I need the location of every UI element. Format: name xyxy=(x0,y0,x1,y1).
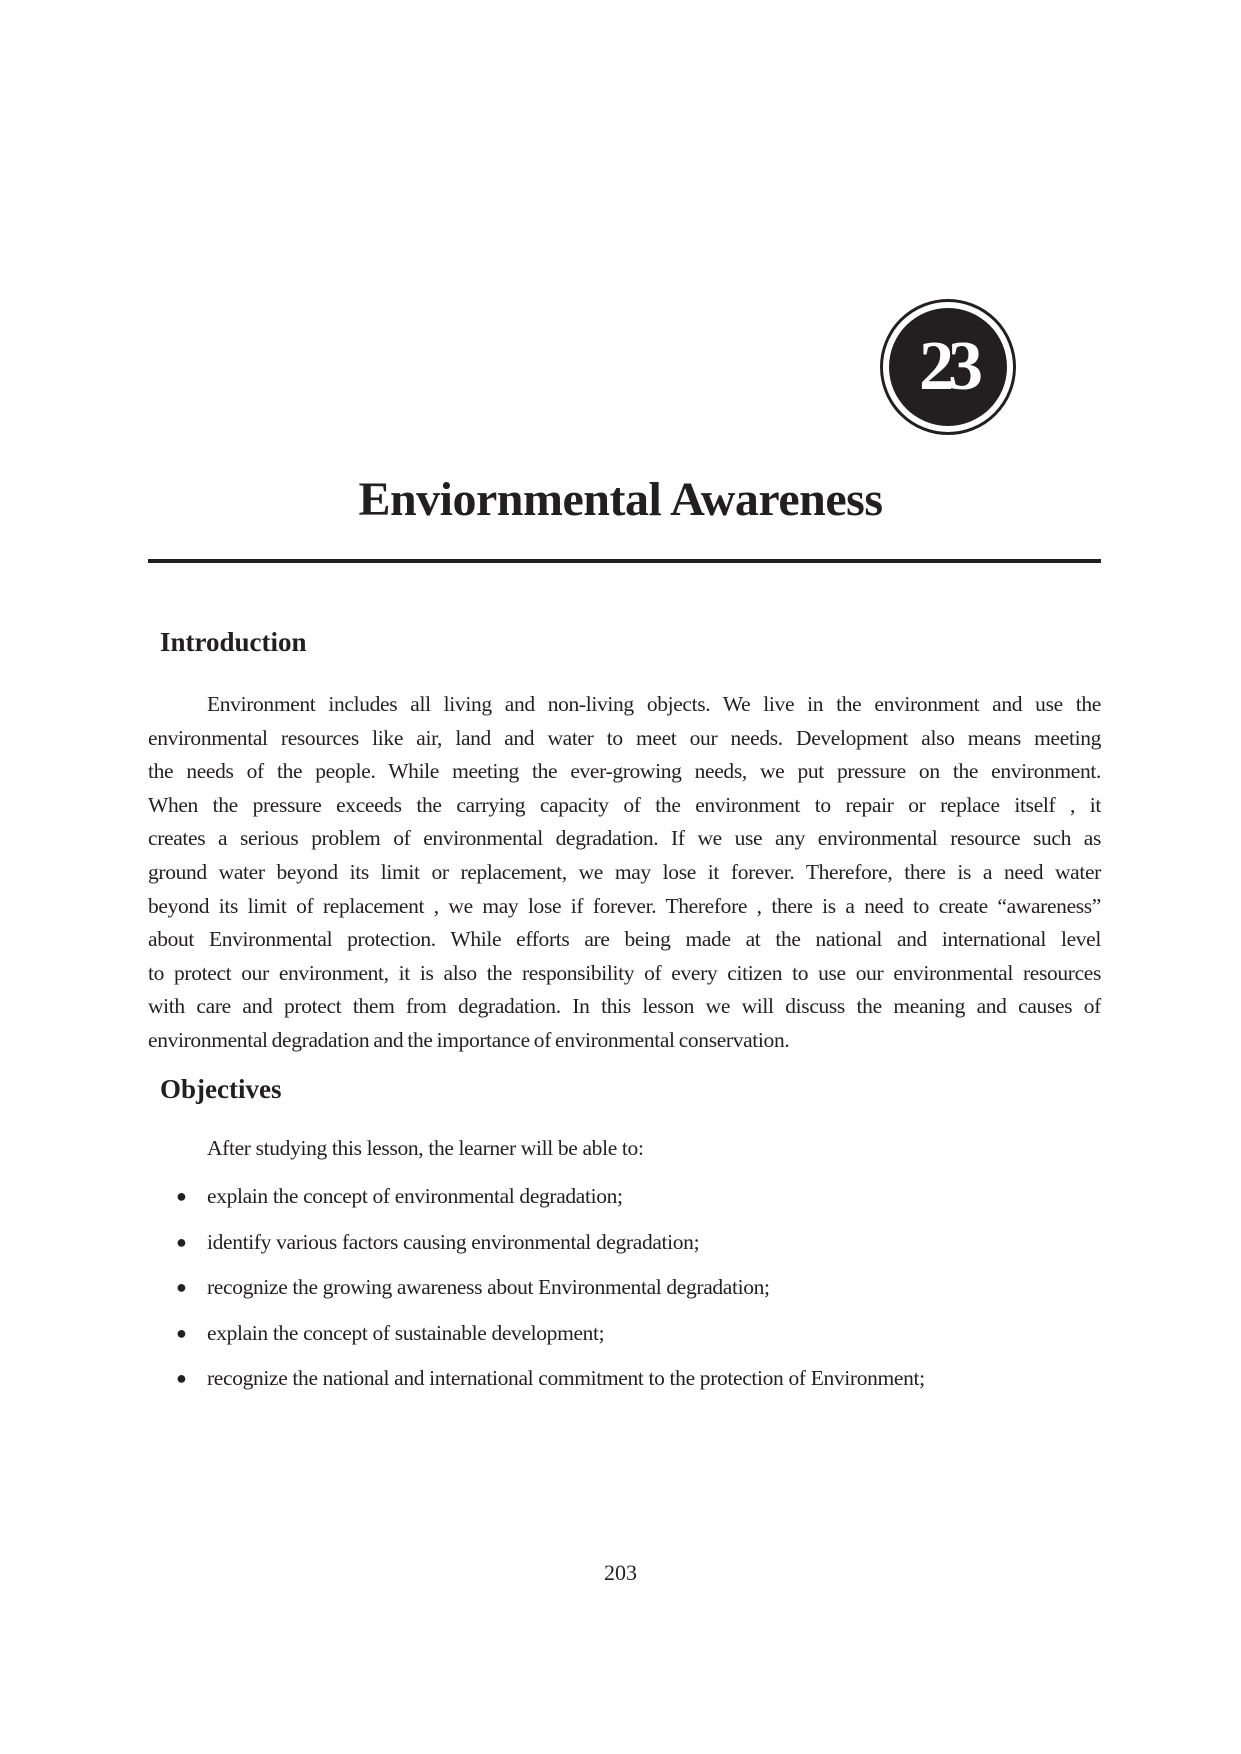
paragraph-line: about Environmental protection. While efforts are being made at the national and international level xyxy=(148,927,1101,952)
paragraph-line: environmental degradation and the importance of environmental conservation. xyxy=(148,1027,790,1052)
paragraph-line: beyond its limit of replacement , we may lose if forever. Therefore , there is a need to create “awareness” xyxy=(148,893,1101,918)
list-item-text: recognize the growing awareness about Environmental degradation; xyxy=(207,1275,770,1300)
paragraph-line: Environment includes all living and non-living objects. We live in the environment and use the xyxy=(207,692,1101,716)
bullet-icon: ● xyxy=(176,1277,187,1298)
objectives-heading: Objectives xyxy=(160,1074,282,1104)
paragraph-line: environmental resources like air, land and water to meet our needs. Development also means meeting xyxy=(148,725,1101,750)
paragraph-line: ground water beyond its limit or replacement, we may lose it forever. Therefore, there is a need water xyxy=(148,859,1101,884)
objectives-intro: After studying this lesson, the learner will be able to: xyxy=(207,1136,644,1160)
list-item xyxy=(176,1362,925,1408)
introduction-paragraph xyxy=(148,688,1101,1058)
bullet-icon: ● xyxy=(176,1368,187,1389)
introduction-heading: Introduction xyxy=(160,627,307,657)
list-item-text: explain the concept of environmental degradation; xyxy=(207,1184,623,1208)
list-item-text: explain the concept of sustainable development; xyxy=(207,1320,605,1345)
list-item xyxy=(176,1271,925,1317)
paragraph-line: creates a serious problem of environmental degradation. If we use any environmental resource such as xyxy=(148,826,1101,851)
list-item xyxy=(176,1180,925,1226)
paragraph-line: with care and protect them from degradation. In this lesson we will discuss the meaning and causes of xyxy=(148,994,1101,1019)
paragraph-line: the needs of the people. While meeting the ever-growing needs, we put pressure on the environment. xyxy=(148,759,1101,784)
list-item-text: identify various factors causing environmental degradation; xyxy=(207,1229,700,1254)
bullet-icon: ● xyxy=(176,1231,187,1252)
chapter-number-badge xyxy=(880,299,1016,435)
chapter-number: 23 xyxy=(889,308,1007,426)
bullet-icon: ● xyxy=(176,1186,187,1206)
paragraph-line: to protect our environment, it is also the responsibility of every citizen to use our environmental resources xyxy=(148,960,1101,985)
page-number: 203 xyxy=(604,1560,637,1585)
objectives-list xyxy=(176,1180,925,1408)
title-divider xyxy=(148,559,1101,563)
list-item xyxy=(176,1226,925,1272)
list-item-text: recognize the national and international commitment to the protection of Environment; xyxy=(207,1366,925,1391)
paragraph-line: When the pressure exceeds the carrying capacity of the environment to repair or replace itself , it xyxy=(148,792,1101,817)
bullet-icon: ● xyxy=(176,1322,187,1343)
chapter-title: Enviornmental Awareness xyxy=(358,473,883,526)
list-item xyxy=(176,1317,925,1363)
